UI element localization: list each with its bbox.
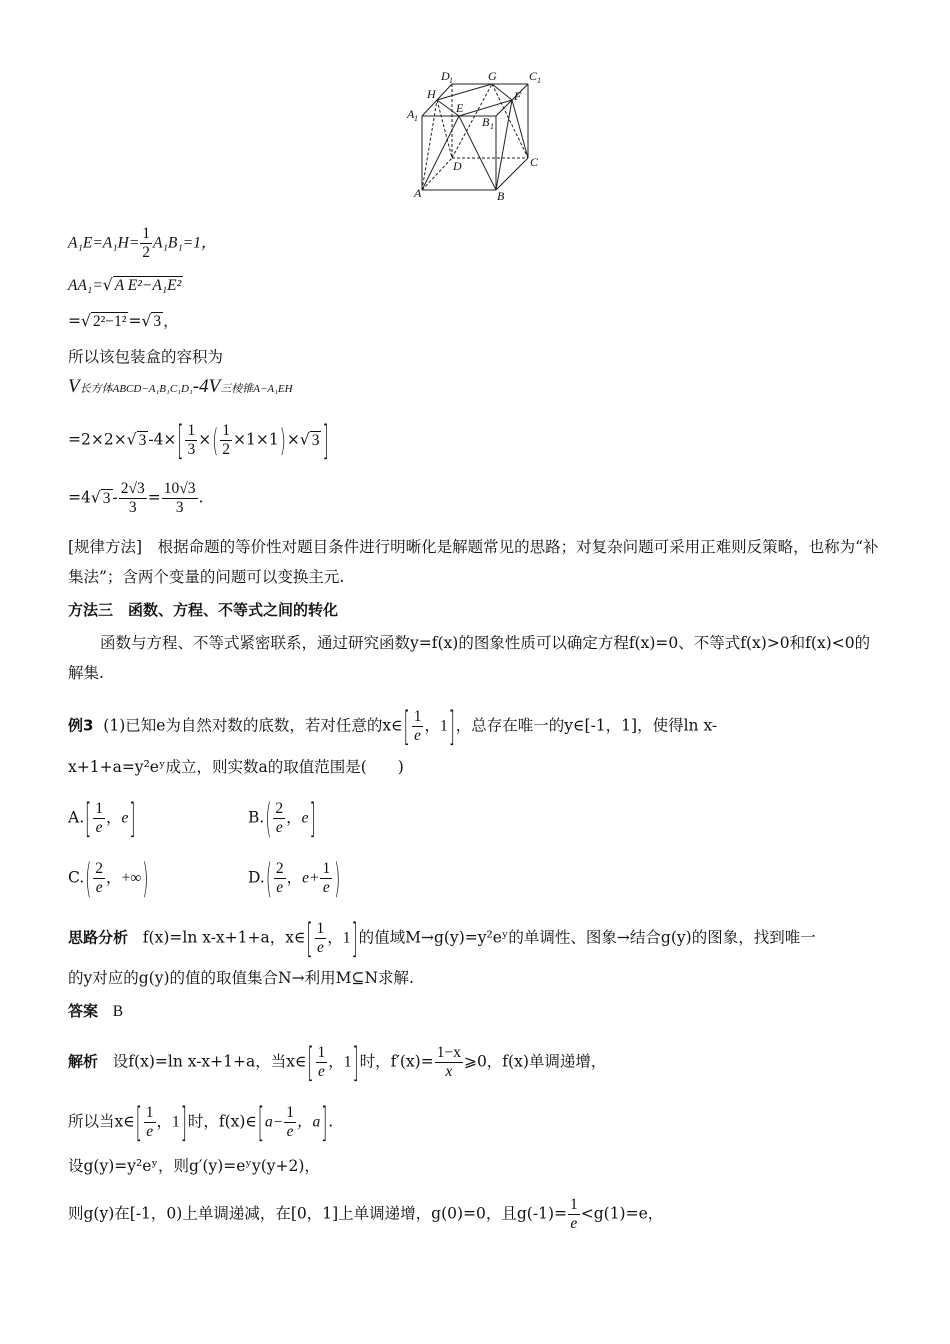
svg-text:C: C <box>530 155 539 169</box>
option-b: B.( $\frac{2}{e}$ ，e] <box>248 795 316 842</box>
option-a: A.[ $\frac{1}{e}$ ，e] <box>68 795 136 842</box>
example-line-1: 例3 (1)已知e为自然对数的底数，若对任意的x∈[ $\frac{1}{e}$ ，1]，总存在唯一的y∈[-1，1]，使得ln x- <box>68 703 718 750</box>
svg-text:E: E <box>456 101 464 115</box>
analysis-line-1: 思路分析 f(x)=ln x-x+1+a，x∈[ $\frac{1}{e}$ ，1]的值域M→g(y)=y²eʸ的单调性、图象→结合g(y)的图象，找到唯一 <box>68 915 816 962</box>
method3-heading: 方法三 函数、方程、不等式之间的转化 <box>68 601 339 619</box>
svg-text:1: 1 <box>490 122 494 131</box>
solution-line-4: 则g(y)在[-1，0)上单调递减，在[0，1]上单调递增，g(0)=0，且g(-1)= $\frac{1}{e}$ <g(1)=e， <box>68 1196 664 1232</box>
calc-line-4: 所以该包装盒的容积为 <box>68 348 224 366</box>
svg-text:G: G <box>488 69 497 83</box>
calc-line-2: AA₁=√ A E²−A₁E² <box>68 276 182 294</box>
svg-text:H: H <box>427 87 436 101</box>
calc-line-1: A₁E=A₁H= $\frac{1}{2}$ A₁B₁=1， <box>68 225 217 261</box>
calc-line-6: =2×2×√ 3 -4×[ $\frac{1}{3}$ ×( $\frac{1}{2}$ ×1×1)×√ 3 ] <box>68 417 329 464</box>
svg-text:A: A <box>407 107 415 121</box>
cube-figure <box>400 66 550 206</box>
example-line-2: x+1+a=y²eʸ成立，则实数a的取值范围是( ) <box>68 758 404 776</box>
svg-text:D: D <box>441 69 450 83</box>
svg-text:D: D <box>453 159 462 173</box>
svg-text:1: 1 <box>449 76 453 85</box>
option-d: D.( $\frac{2}{e}$ ，e+ $\frac{1}{e}$ ) <box>248 855 341 902</box>
solution-line-3: 设g(y)=y²eʸ，则g′(y)=eʸy(y+2)， <box>68 1157 320 1175</box>
rule-method: [规律方法] 根据命题的等价性对题目条件进行明晰化是解题常见的思路；对复杂问题可采用正难则反策略，也称为“补集法”；含两个变量的问题可以变换主元. <box>68 538 879 586</box>
svg-text:1: 1 <box>537 76 541 85</box>
solution-line-2: 所以当x∈[ $\frac{1}{e}$ ，1]时，f(x)∈[a− $\frac{1}{e}$ ，a]. <box>68 1099 334 1146</box>
option-c: C.( $\frac{2}{e}$ ，+∞) <box>68 855 149 902</box>
svg-text:B: B <box>482 115 490 129</box>
calc-line-7: =4√ 3 - $\frac{2√3}{3}$ = $\frac{10√3}{3}$ . <box>68 480 204 516</box>
svg-text:C: C <box>529 69 538 83</box>
calc-line-5: V长方体ABCD−A₁B₁C₁D₁-4V三棱锥A−A₁EH <box>68 376 293 397</box>
svg-text:A: A <box>414 186 422 200</box>
analysis-line-2: 的y对应的g(y)的值的取值集合N→利用M⊆N求解. <box>68 969 414 987</box>
svg-text:1: 1 <box>414 114 418 123</box>
svg-text:B: B <box>497 189 505 203</box>
svg-text:F: F <box>514 89 522 103</box>
answer: 答案 B <box>68 1002 124 1020</box>
method3-intro: 函数与方程、不等式紧密联系，通过研究函数y=f(x)的图象性质可以确定方程f(x)=0、不等式f(x)>0和f(x)<0的解集. <box>68 634 871 682</box>
calc-line-3: =√ 2²−1² =√ 3 ， <box>68 312 179 330</box>
solution-line-1: 解析 设f(x)=ln x-x+1+a，当x∈[ $\frac{1}{e}$ ，1]时，f′(x)= $\frac{1-x}{x}$ ⩾0，f(x)单调递增， <box>68 1039 607 1086</box>
